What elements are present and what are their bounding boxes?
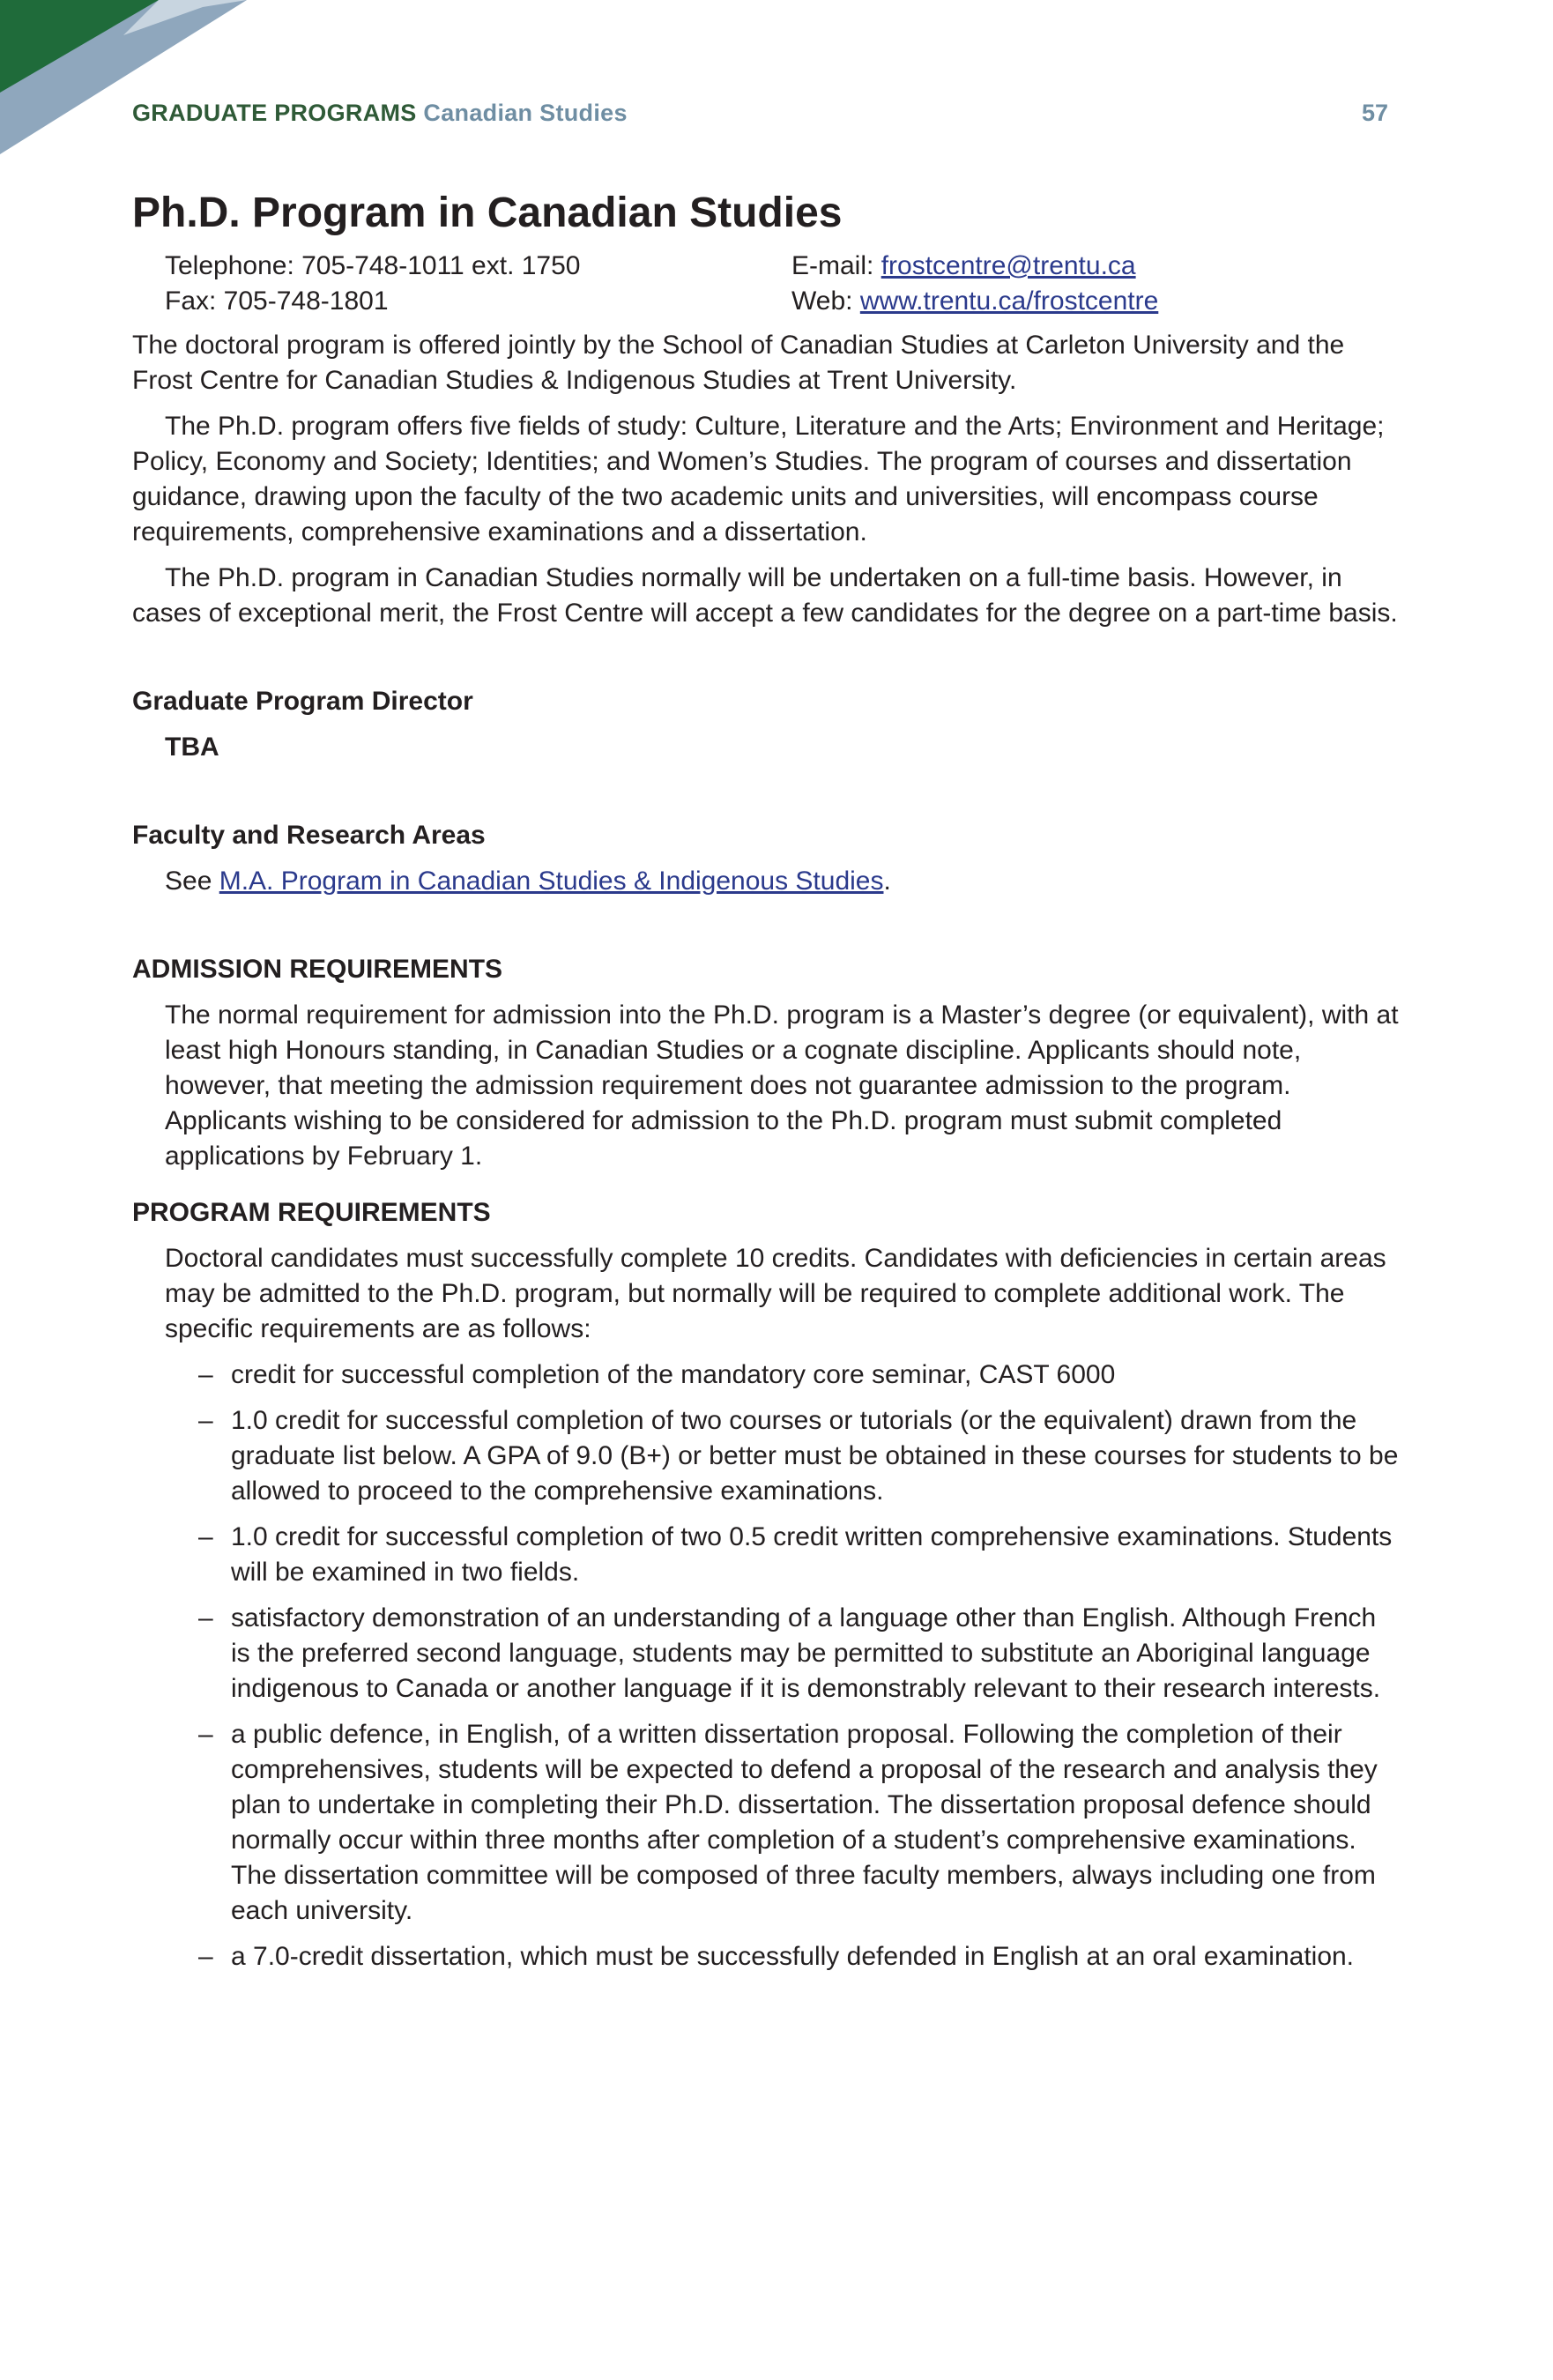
list-item: [198, 1717, 1401, 1929]
header-subsection: Canadian Studies: [423, 100, 628, 126]
dash-bullet: –: [198, 1720, 213, 1749]
list-item: [198, 1403, 1401, 1509]
admission-heading: ADMISSION REQUIREMENTS: [132, 955, 503, 984]
program-text: Doctoral candidates must successfully complete 10 credits. Candidates with deficiencies in certain areas may be admitted to the Ph.D. program, but normally will be required to complete additional work. The specific requirements are as follows:: [165, 1244, 1386, 1343]
contact-block: [132, 249, 1401, 319]
intro-paragraph: The doctoral program is offered jointly by the School of Canadian Studies at Carleton University and the Frost Centre for Canadian Studies & Indigenous Studies at Trent University.: [132, 331, 1345, 395]
email-label: E-mail:: [791, 251, 881, 280]
faculty-suffix: .: [883, 866, 891, 896]
director-name: TBA: [165, 733, 219, 762]
dash-bullet: –: [198, 1406, 213, 1435]
email-link[interactable]: frostcentre@trentu.ca: [881, 251, 1136, 280]
page-number: 57: [1361, 100, 1388, 126]
telephone: Telephone: 705-748-1011 ext. 1750: [165, 251, 581, 280]
dash-bullet: –: [198, 1603, 213, 1633]
page-content: [132, 187, 1401, 1985]
list-item: [198, 1520, 1401, 1590]
admission-text: The normal requirement for admission into the Ph.D. program is a Master’s degree (or equivalent), with at least high Honours standing, in Canadian Studies or a cognate discipline. Applicants should note, however, that meeting the admission requirement does not guarantee admission to the program. Applicants wishing to be considered for admission to the Ph.D. program must submit completed applications by February 1.: [165, 1000, 1399, 1171]
web-link[interactable]: www.trentu.ca/frostcentre: [859, 286, 1159, 316]
list-item-text: a public defence, in English, of a written dissertation proposal. Following the completion of their comprehensives, students will be expected to defend a proposal of the research and analysis they plan to undertake in completing their Ph.D. dissertation. The dissertation proposal defence should normally occur within three months after completion of a student’s comprehensive examinations. The dissertation committee will be composed of three faculty members, always including one from each university.: [231, 1720, 1378, 1925]
web-line: [791, 284, 1401, 319]
running-header: [132, 100, 628, 127]
faculty-text: [132, 864, 1401, 899]
email-line: [791, 249, 1401, 284]
page-title: Ph.D. Program in Canadian Studies: [132, 190, 843, 236]
list-item-text: credit for successful completion of the mandatory core seminar, CAST 6000: [231, 1360, 1116, 1389]
dash-bullet: –: [198, 1942, 213, 1971]
web-label: Web:: [791, 286, 860, 316]
corner-decoration: [0, 0, 264, 167]
list-item: [198, 1939, 1401, 1975]
fields-paragraph: The Ph.D. program offers five fields of study: Culture, Literature and the Arts; Environment and Heritage; Policy, Economy and Society; Identities; and Women’s Studies. The program of courses and dissertation guidance, drawing upon the faculty of the two academic units and universities, will encompass course requirements, comprehensive examinations and a dissertation.: [132, 412, 1385, 547]
header-section: GRADUATE PROGRAMS: [132, 100, 417, 126]
director-heading: Graduate Program Director: [132, 687, 473, 716]
dash-bullet: –: [198, 1360, 213, 1389]
list-item: [198, 1357, 1401, 1393]
list-item-text: 1.0 credit for successful completion of two 0.5 credit written comprehensive examinations. Students will be examined in two fields.: [231, 1522, 1393, 1587]
ma-program-link[interactable]: M.A. Program in Canadian Studies & Indigenous Studies: [219, 866, 884, 896]
basis-paragraph: The Ph.D. program in Canadian Studies normally will be undertaken on a full-time basis. However, in cases of exceptional merit, the Frost Centre will accept a few candidates for the degree on a part-time basis.: [132, 563, 1398, 628]
list-item: [198, 1601, 1401, 1707]
dash-bullet: –: [198, 1522, 213, 1551]
list-item-text: a 7.0-credit dissertation, which must be successfully defended in English at an oral examination.: [231, 1942, 1355, 1971]
list-item-text: 1.0 credit for successful completion of two courses or tutorials (or the equivalent) drawn from the graduate list below. A GPA of 9.0 (B+) or better must be obtained in these courses for students to be allowed to proceed to the comprehensive examinations.: [231, 1406, 1399, 1506]
faculty-prefix: See: [165, 866, 219, 896]
requirements-list: [132, 1357, 1401, 1975]
faculty-heading: Faculty and Research Areas: [132, 821, 486, 850]
list-item-text: satisfactory demonstration of an understanding of a language other than English. Although French is the preferred second language, students may be permitted to substitute an Aboriginal language indigenous to Canada or another language if it is demonstrably relevant to their research interests.: [231, 1603, 1381, 1703]
fax: Fax: 705-748-1801: [165, 286, 389, 316]
program-heading: PROGRAM REQUIREMENTS: [132, 1198, 491, 1227]
